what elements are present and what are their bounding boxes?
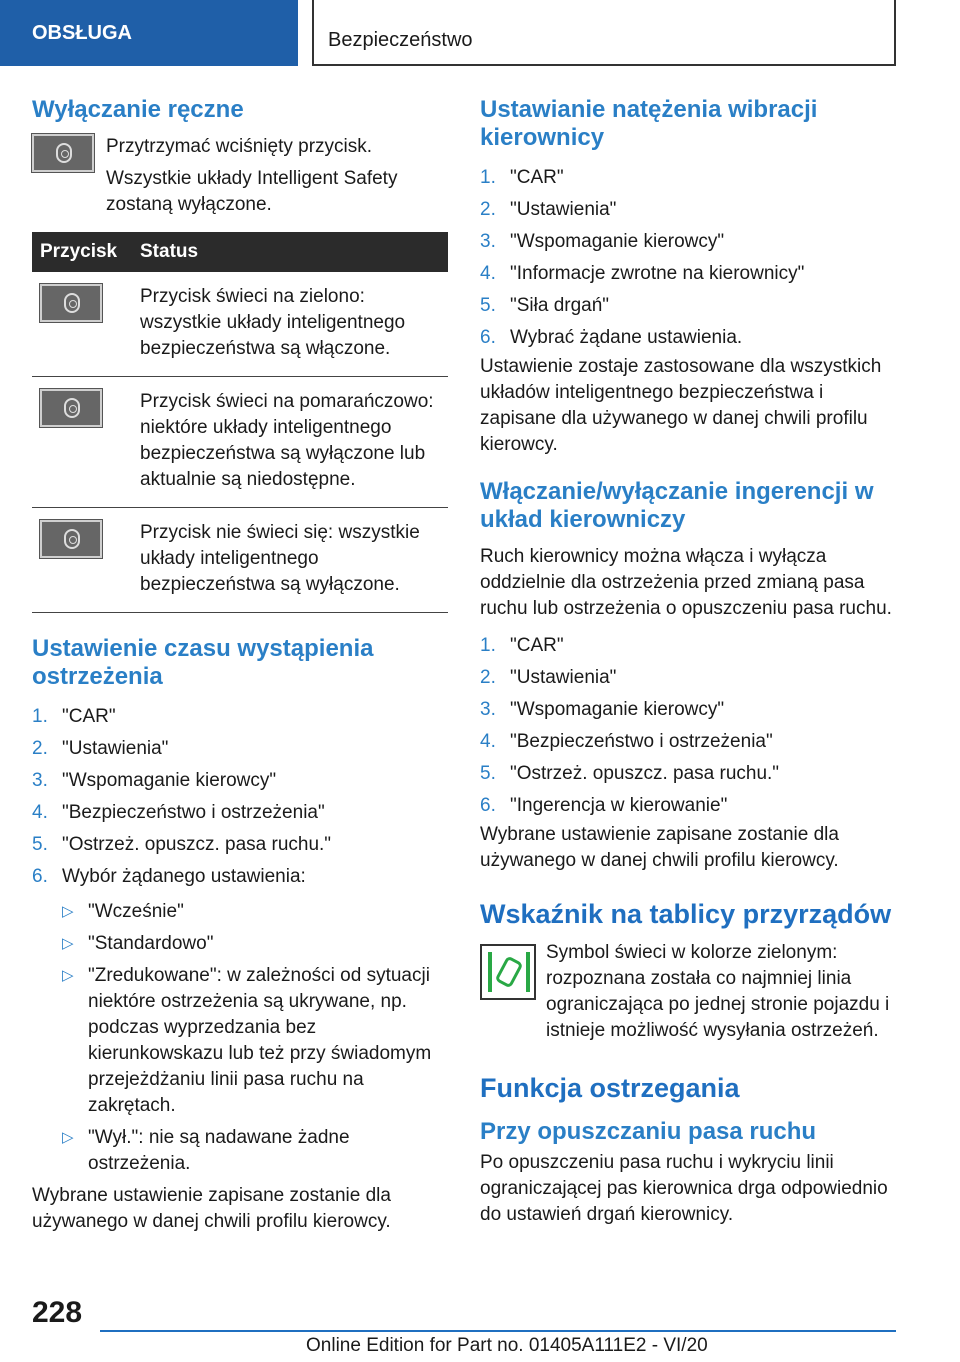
status-text: Przycisk świeci na pomarańczowo: niektóre układy inteligentnego bezpieczeństwa są wyłączone lub aktualnie są niedostępne. [132,377,448,508]
list-item: 1. "CAR" [32,706,116,727]
vibration-steps [480,162,896,354]
list-item: 6. Wybór żądanego ustawienia: [32,866,306,887]
manual-off-heading: Wyłączanie ręczne [32,96,244,123]
list-item: 1. "CAR" [480,167,564,188]
list-item: 5. "Ostrzeż. opuszcz. pasa ruchu." [480,763,780,784]
intervention-note: Wybrane ustawienie zapisane zostanie dla używanego w danej chwili profilu kierowcy. [480,824,839,871]
indicator-text: Symbol świeci w kolorze zielonym: rozpoznana została co najmniej linia ograniczająca po jednej stronie pojazdu i istnieje możliwość wysyłania ostrzeżeń. [546,942,890,1041]
list-item: 3. "Wspomaganie kierowcy" [480,231,725,252]
section-tab: OBSŁUGA [0,0,298,66]
indicator-section [480,898,896,1044]
manual-off-intro [32,134,448,218]
manual-off-line2: Wszystkie układy Intelligent Safety zostaną wyłączone. [106,168,398,215]
triangle-bullet-icon: ▷ [62,1129,74,1146]
triangle-bullet-icon: ▷ [62,935,74,952]
vibration-heading: Ustawianie natężenia wibracji kierownicy [480,96,818,151]
table-row [32,508,448,613]
table-row [32,272,448,377]
list-item: ▷ "Wcześnie" [62,899,448,925]
status-text: Przycisk nie świeci się: wszystkie układy inteligentnego bezpieczeństwa są wyłączone. [132,508,448,613]
safety-button-green-icon [40,284,102,322]
warning-heading: Funkcja ostrzegania [480,1073,740,1103]
list-item: 5. "Ostrzeż. opuszcz. pasa ruchu." [32,834,332,855]
warning-section [480,1072,896,1228]
status-table [32,232,448,613]
manual-off-line1: Przytrzymać wciśnięty przycisk. [106,136,373,157]
list-item: ▷ "Wył.": nie są nadawane żadne ostrzeżenia. [62,1127,350,1174]
warn-time-section [32,635,448,1235]
intervention-heading: Włączanie/wyłączanie ingerencji w układ kierowniczy [480,478,874,533]
warning-text: Po opuszczeniu pasa ruchu i wykryciu linii ograniczającej pas kierownica drga odpowiednio do ustawień drgań kierownicy. [480,1152,888,1225]
list-item: 4. "Informacje zwrotne na kierownicy" [480,263,805,284]
edition-note: Online Edition for Part no. 01405A111E2 - VI/20 [306,1335,708,1356]
footer-rule [100,1330,896,1332]
table-header-button: Przycisk [32,232,132,272]
status-text: Przycisk świeci na zielono: wszystkie układy inteligentnego bezpieczeństwa są włączone. [132,272,448,377]
list-item: 4. "Bezpieczeństwo i ostrzeżenia" [480,731,773,752]
list-item: 2. "Ustawienia" [480,667,617,688]
warn-time-heading: Ustawienie czasu wystąpienia ostrzeżenia [32,635,374,690]
list-item: 6. "Ingerencja w kierowanie" [480,795,728,816]
list-item: 2. "Ustawienia" [32,738,169,759]
list-item: 4. "Bezpieczeństwo i ostrzeżenia" [32,802,325,823]
table-row [32,377,448,508]
triangle-bullet-icon: ▷ [62,903,74,920]
list-item: 2. "Ustawienia" [480,199,617,220]
vibration-note: Ustawienie zostaje zastosowane dla wszystkich układów inteligentnego bezpieczeństwa i zapisane dla używanego w danej chwili profilu kierowcy. [480,356,882,455]
list-item: 3. "Wspomaganie kierowcy" [480,699,725,720]
indicator-heading: Wskaźnik na tablicy przyrządów [480,899,892,929]
intervention-intro: Ruch kierownicy można włącza i wyłącza oddzielnie dla ostrzeżenia przed zmianą pasa ruchu lub ostrzeżenia o opuszczeniu pasa ruchu. [480,546,892,619]
safety-button-off-icon [40,520,102,558]
lane-departure-icon [480,944,536,1000]
warning-subheading: Przy opuszczaniu pasa ruchu [480,1118,817,1145]
safety-button-icon [32,134,94,172]
list-item: ▷ "Standardowo" [62,931,448,957]
table-header-status: Status [132,232,448,272]
triangle-bullet-icon: ▷ [62,967,74,984]
page-header [0,0,960,66]
right-column [480,96,896,1228]
list-item: 6. Wybrać żądane ustawienia. [480,327,743,348]
warn-time-note: Wybrane ustawienie zapisane zostanie dla używanego w danej chwili profilu kierowcy. [32,1185,391,1232]
warn-time-options [32,899,448,1177]
left-column [32,96,448,1235]
list-item: 3. "Wspomaganie kierowcy" [32,770,277,791]
intervention-section [480,478,896,874]
safety-button-orange-icon [40,389,102,427]
page-number: 228 [32,1296,83,1329]
chapter-title: Bezpieczeństwo [312,0,896,66]
indicator-block [480,940,896,1044]
list-item: ▷ "Zredukowane": w zależności od sytuacji niektóre ostrzeżenia są ukrywane, np. podczas wyprzedzania bez kierunkowskazu lub też przy świadomym przejeżdżaniu linii pasa ruchu na zakrętach. [62,965,432,1116]
warn-time-steps [32,701,448,893]
intervention-steps [480,630,896,822]
list-item: 5. "Siła drgań" [480,295,610,316]
list-item: 1. "CAR" [480,635,564,656]
